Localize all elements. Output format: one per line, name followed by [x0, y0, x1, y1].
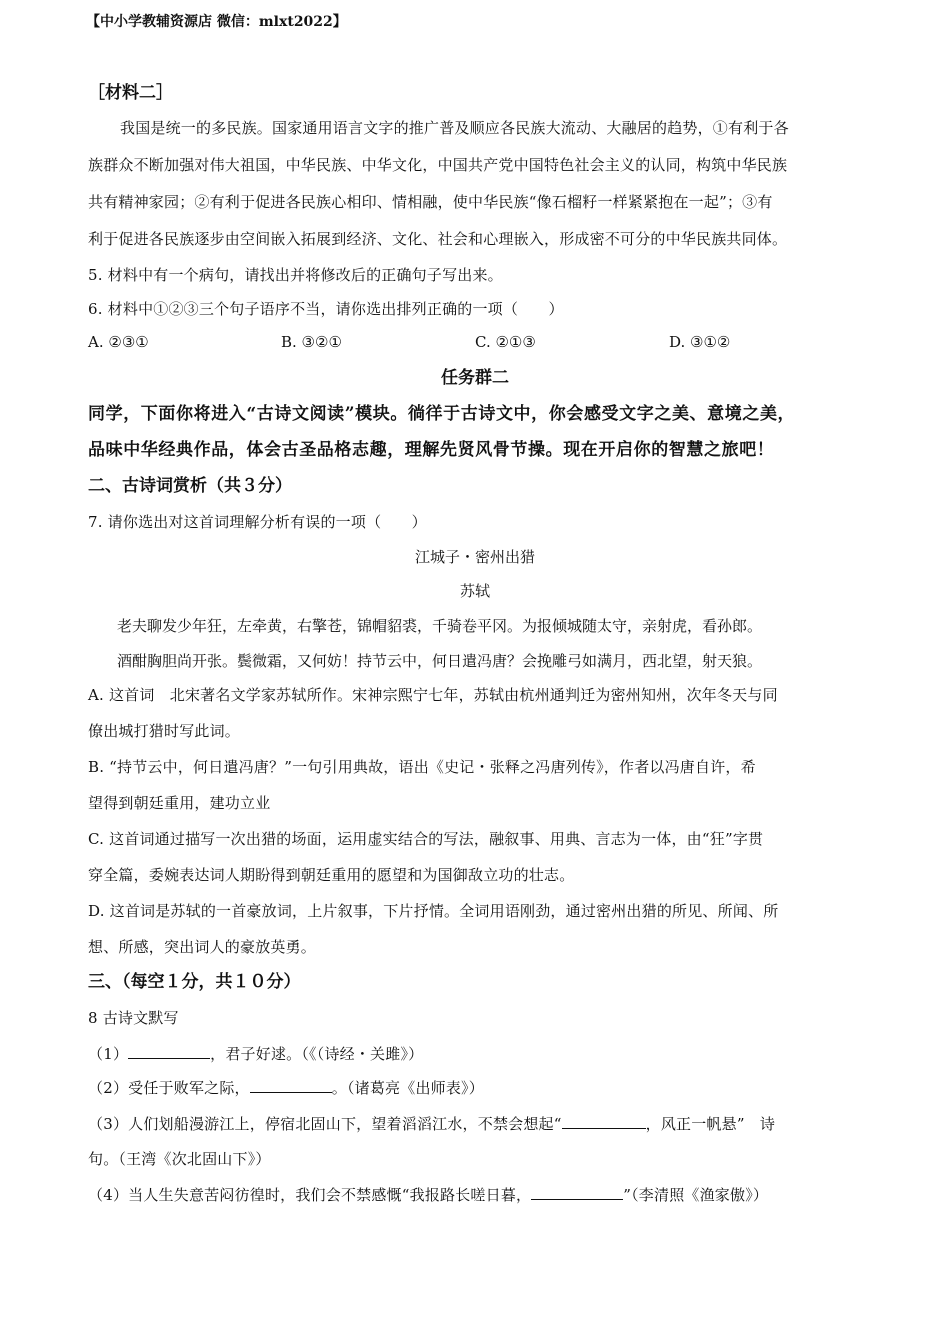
material-line-4: 利于促进各民族逐步由空间嵌入拓展到经济、文化、社会和心理嵌入，形成密不可分的中华民族共同体。	[88, 230, 788, 248]
material-two-title: ［材料二］	[88, 83, 173, 103]
q8-item-3-suffix: ，风正一帆悬” 诗	[645, 1115, 776, 1133]
q7-option-c-line-2: 穿全篇，委婉表达词人期盼得到朝廷重用的愿望和为国御敌立功的壮志。	[88, 866, 575, 884]
q7-option-d-line-2: 想、所感，突出词人的豪放英勇。	[88, 938, 317, 956]
task-intro-line-1: 同学，下面你将进入“古诗文阅读”模块。徜徉于古诗文中，你会感受文字之美、意境之美，	[88, 404, 796, 424]
q8-item-3-prefix: （3）人们划船漫游江上，停宿北固山下，望着滔滔江水，不禁会想起“	[88, 1115, 562, 1133]
material-line-3: 共有精神家园；②有利于促进各民族心相印、情相融，使中华民族“像石榴籽一样紧紧抱在一起”；③有	[88, 193, 773, 211]
q8-item-1-prefix: （1）	[88, 1045, 129, 1063]
option-d[interactable]: D. ③①②	[669, 333, 731, 351]
question-6-stem: 6. 材料中①②③三个句子语序不当，请你选出排列正确的一项（ ）	[88, 300, 564, 318]
q8-item-1	[88, 1043, 423, 1064]
q8-item-3	[88, 1113, 775, 1134]
poem-line-1: 老夫聊发少年狂，左牵黄，右擎苍，锦帽貂裘，千骑卷平冈。为报倾城随太守，亲射虎，看孙郎。	[117, 617, 763, 635]
answer-blank-1[interactable]	[128, 1043, 210, 1059]
q7-option-b-line-2: 望得到朝廷重用，建功立业	[88, 794, 271, 812]
answer-blank-2[interactable]	[250, 1077, 332, 1093]
question-5: 5. 材料中有一个病句，请找出并将修改后的正确句子写出来。	[88, 266, 503, 284]
q7-option-c-line-1[interactable]: C. 这首词通过描写一次出猎的场面，运用虚实结合的写法，融叙事、用典、言志为一体，由“狂”字贯	[88, 830, 764, 848]
section-three-heading: 三、（每空１分，共１０分）	[88, 972, 301, 992]
q8-item-1-suffix: ，君子好逑。（《（诗经・关雎》）	[210, 1045, 424, 1063]
material-line-1: 我国是统一的多民族。国家通用语言文字的推广普及顺应各民族大流动、大融居的趋势，①有利于各	[120, 119, 789, 137]
q8-item-2-suffix: 。（诸葛亮《出师表》）	[331, 1079, 484, 1097]
material-line-2: 族群众不断加强对伟大祖国，中华民族、中华文化，中国共产党中国特色社会主义的认同，构筑中华民族	[88, 156, 788, 174]
q8-item-4-suffix: ”（李清照《渔家傲》）	[623, 1186, 769, 1204]
question-8-stem: 8 古诗文默写	[88, 1009, 179, 1027]
q8-item-2-prefix: （2）受任于败军之际，	[88, 1079, 250, 1097]
task-group-title: 任务群二	[441, 368, 509, 388]
source-header: 【中小学教辅资源店 微信：mlxt2022】	[86, 14, 347, 30]
answer-blank-3[interactable]	[562, 1113, 646, 1129]
question-7-stem: 7. 请你选出对这首词理解分析有误的一项（ ）	[88, 513, 427, 531]
option-c[interactable]: C. ②①③	[475, 333, 536, 351]
task-intro-line-2: 品味中华经典作品，体会古圣品格志趣，理解先贤风骨节操。现在开启你的智慧之旅吧！	[88, 440, 775, 460]
q7-option-b-line-1[interactable]: B. “持节云中，何日遣冯唐？”一句引用典故，语出《史记・张释之冯唐列传》，作者以冯唐自许，希	[88, 758, 756, 776]
option-b[interactable]: B. ③②①	[281, 333, 342, 351]
answer-blank-4[interactable]	[531, 1184, 623, 1200]
q8-item-4-prefix: （4）当人生失意苦闷彷徨时，我们会不禁感慨“我报路长嗟日暮，	[88, 1186, 532, 1204]
option-a[interactable]: A. ②③①	[88, 333, 149, 351]
q7-option-a-line-2: 僚出城打猎时写此词。	[88, 722, 241, 740]
q8-item-3-continued: 句。（王湾《次北固山下》）	[88, 1150, 271, 1168]
q7-option-a-line-1[interactable]: A. 这首词 北宋著名文学家苏轼所作。宋神宗熙宁七年，苏轼由杭州通判迁为密州知州，次年冬天与同	[88, 686, 778, 704]
poem-title: 江城子・密州出猎	[414, 548, 535, 566]
poem-author: 苏轼	[459, 582, 490, 600]
q8-item-2	[88, 1077, 484, 1098]
q8-item-4	[88, 1184, 768, 1205]
poem-line-2: 酒酣胸胆尚开张。鬓微霜，又何妨！持节云中，何日遣冯唐？会挽雕弓如满月，西北望，射天狼。	[117, 652, 763, 670]
section-two-heading: 二、古诗词赏析（共３分）	[88, 476, 292, 496]
q7-option-d-line-1[interactable]: D. 这首词是苏轼的一首豪放词，上片叙事，下片抒情。全词用语刚劲，通过密州出猎的所见、所闻、所	[88, 902, 779, 920]
